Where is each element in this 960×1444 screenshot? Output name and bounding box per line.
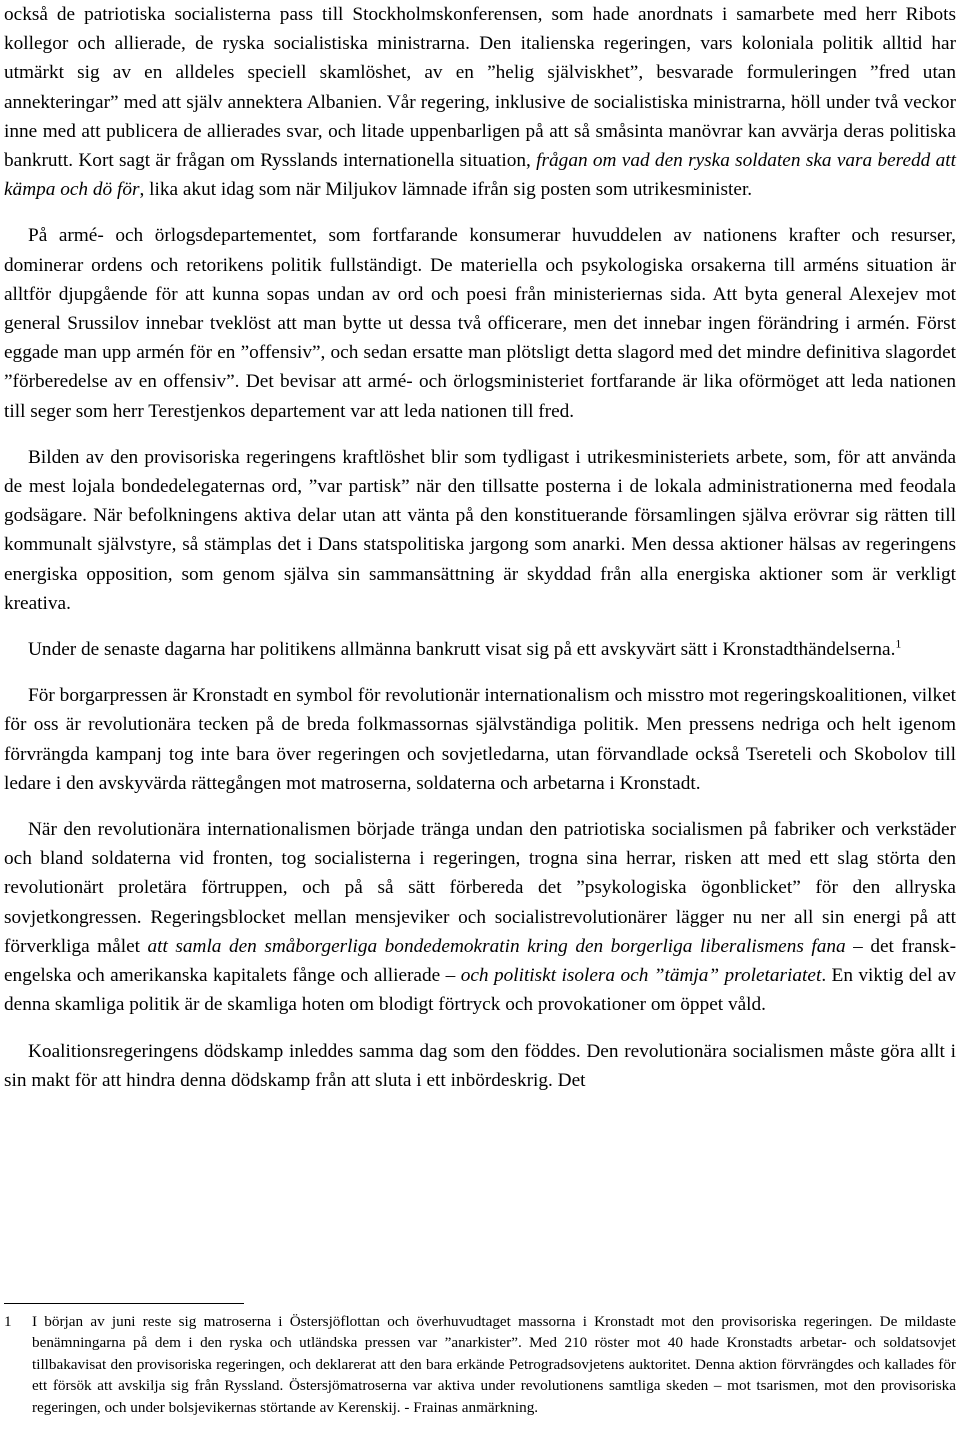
paragraph-emphasis: att samla den småborgerliga bondedemokratin kring den borgerliga liberalismens fana [147, 935, 846, 957]
paragraph-text: Koalitionsregeringens dödskamp inleddes samma dag som den föddes. Den revolutionära socialismen måste göra allt i sin makt för att hindra denna dödskamp från att sluta i ett inbördeskrig. Det [4, 1040, 956, 1091]
paragraph [4, 1037, 956, 1095]
footnote-number: 1 [4, 1313, 12, 1330]
paragraph [4, 221, 956, 425]
footnote [4, 1311, 956, 1418]
document-body [4, 0, 956, 1095]
footnote-text: I början av juni reste sig matroserna i Östersjöflottan och överhuvudtaget massorna i Kronstadt mot den provisoriska regeringen. De mildaste benämningarna på dem i den ryska och utländska pressen var ”anarkister”. Med 210 röster mot 40 hade Kronstadts arbetar- och soldatsovjet tillbakavisat den provisoriska regeringen, och deklarerat att den bara erkände Petrogradsovjetens auktoritet. Denna aktion förvrängdes och kallades för ett försök att avskilja sig från Ryssland. Östersjömatroserna var aktiva under revolutionens samtliga skeden – mot tsarismen, mot den provisoriska regeringen, och under bolsjevikernas störtande av Kerenskij. - Frainas anmärkning. [32, 1313, 956, 1416]
paragraph-emphasis: frågan om vad den ryska soldaten ska vara beredd att kämpa och dö för [4, 150, 956, 201]
paragraph [4, 443, 956, 618]
paragraph-emphasis: och politiskt isolera och ”tämja” proletariatet [460, 965, 822, 987]
footnote-divider [4, 1303, 244, 1304]
paragraph-text: Under de senaste dagarna har politikens allmänna bankrutt visat sig på ett avskyvärt sätt i Kronstadthändelserna. [28, 639, 896, 661]
paragraph-text: För borgarpressen är Kronstadt en symbol för revolutionär internationalism och misstro mot regeringskoalitionen, vilket för oss är revolutionära tecken på de breda folkmassornas självständiga politik. Men pressens nedriga och helt igenom förvrängda kampanj tog inte bara över regeringen och sovjetledarna, utan förvandlade också Tsereteli och Skobolov till ledare i den avskyvärda rättegången mot matroserna, soldaterna och arbetarna i Kronstadt. [4, 685, 956, 794]
footnotes-section [4, 1311, 956, 1418]
paragraph [4, 635, 956, 664]
paragraph [4, 0, 956, 204]
paragraph-text: – det fransk-engelska och amerikanska kapitalets fånge och allierade – [4, 935, 956, 987]
paragraph-text: Bilden av den provisoriska regeringens kraftlöshet blir som tydligast i utrikesministeriets arbete, som, för att använda de mest lojala bondedelegaternas ord, ”var partisk” när den tillsatte posterna i de lokala administrationerna med feodala godsägare. När befolkningens aktiva delar utan att vänta på den konstituerande församlingen själva erövrar sig rätten till kommunalt självstyre, så stämplas det i Dans statspolitiska jargong som anarki. Men dessa aktioner hälsas av regeringens energiska opposition, som genom själva sin sammansättning är skyddad från alla energiska aktioner som är verkligt kreativa. [4, 446, 956, 614]
paragraph-text: När den revolutionära internationalismen började tränga undan den patriotiska socialismen på fabriker och verkstäder och bland soldaterna vid fronten, tog socialisterna i regeringen, trogna sina herrar, risken att med ett slag störta den revolutionärt proletära förtruppen, och på så sätt förbereda det ”psykologiska ögonblicket” för den allryska sovjetkongressen. Regeringsblocket mellan mensjeviker och socialistrevolutionärer lägger nu ner all sin energi på att förverkliga målet [4, 819, 956, 957]
paragraph [4, 681, 956, 798]
paragraph-text: På armé- och örlogsdepartementet, som fortfarande konsumerar huvuddelen av nationens krafter och resurser, dominerar ordens och retorikens politik fullständigt. De materiella och psykologiska orsakerna till arméns situation är alltför djupgående för att kunna sopas undan av ord och poesi från ministeriernas sida. Att byta general Alexejev mot general Srussilov innebar tveklöst att man bytte ut dessa två officerare, men det innebar ingen förändring i armén. Först eggade man upp armén för en ”offensiv”, och sedan ersatte man plötsligt detta slagord med det mindre definitiva slagordet ”förberedelse av en offensiv”. Det bevisar att armé- och örlogsministeriet fortfarande är lika oförmöget att leda nationen till seger som herr Terestjenkos departement var att leda nationen till fred. [4, 225, 956, 422]
paragraph [4, 815, 956, 1019]
paragraph-text: , lika akut idag som när Miljukov lämnade ifrån sig posten som utrikesminister. [139, 179, 753, 201]
paragraph-text: . En viktig del av denna skamliga politik är de skamliga hoten om blodigt förtryck och provokationer om öppet våld. [4, 965, 956, 1016]
footnote-reference[interactable]: 1 [895, 636, 902, 651]
paragraph-text: också de patriotiska socialisterna pass till Stockholmskonferensen, som hade anordnats i samarbete med herr Ribots kollegor och allierade, de ryska socialistiska ministrarna. Den italienska regeringen, vars koloniala politik alltid har utmärkt sig av en alldeles speciell skamlöshet, av en ”helig själviskhet”, besvarade formuleringen ”fred utan annekteringar” med att själv annektera Albanien. Vår regering, inklusive de socialistiska ministrarna, höll under två veckor inne med att publicera de allierades svar, och litade uppenbarligen på att så småsinta manövrar kan avvärja deras politiska bankrutt. Kort sagt är frågan om Rysslands internationella situation, [4, 4, 956, 172]
